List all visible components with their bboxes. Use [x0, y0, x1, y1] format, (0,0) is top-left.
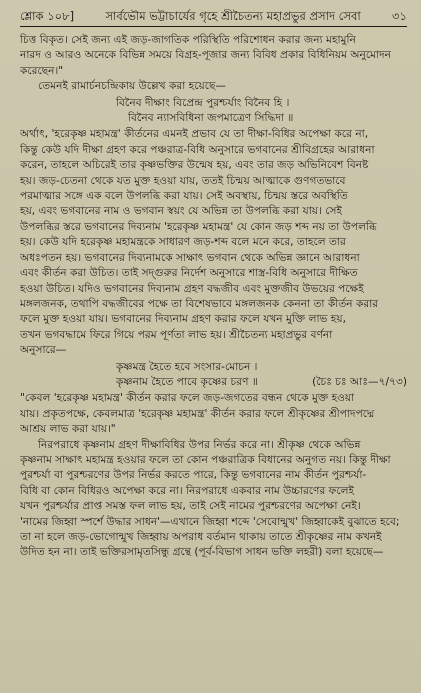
sanskrit-verse-1	[20, 96, 407, 127]
text-line: তেমনই রামার্চনচন্দ্রিকায় উল্লেখ করা হয়েছে—	[38, 80, 227, 93]
text-line: করেন, তাহলে অচিরেই তার কৃষ্ণভক্তির উন্মেষ হয়, এবং তার জড় অভিনিবেশ বিনষ্ট	[20, 159, 369, 172]
text-line: উপলব্ধির স্তরে ভগবানের দিব্যনাম 'হরেকৃষ্ণ মহামন্ত্র' যে কোন জড় শব্দ নয় তা উপলব্ধি	[20, 220, 377, 233]
text-line: কৃষ্ণনাম সাক্ষাৎ মহামন্ত্র হওয়ার ফলে তা কোন পঞ্চরাত্রিক বিধানের অনুগত নয়। কিন্তু দীক্ষা	[20, 453, 391, 466]
text-line: হওয়া উচিত। যদিও ভগবানের দিব্যনাম গ্রহণ বদ্ধজীব এবং মুক্তজীব উভয়ের পক্ষেই	[20, 282, 364, 295]
page-header	[20, 8, 407, 27]
chapter-title: সার্বভৌম ভট্টাচার্যের গৃহে শ্রীচৈতন্য মহাপ্রভুর প্রসাদ সেবা	[105, 9, 361, 23]
verse-reference: (চৈঃ চঃ আঃ—৭/৭৩)	[312, 375, 407, 388]
text-line: উদিত হন না। তাই ভক্তিরসামৃতসিন্ধু গ্রন্থে (পূর্ব-বিভাগ সাধন ভক্তি লহরী) বলা হয়েছে—	[20, 546, 384, 559]
text-line: হয়, এবং ভগবানের নাম ও ভগবান স্বয়ং যে অভিন্ন তা উপলব্ধি করা যায়। সেই	[20, 205, 342, 218]
verse-marker: শ্লোক ১০৮]	[20, 9, 75, 23]
page-number: ৩১	[392, 9, 407, 23]
text-line: তা না হলে জড়-ভোগোন্মুখ জিহ্বায় অপরাধ বর্তমান থাকায় তাতে শ্রীকৃষ্ণের নাম কখনই	[20, 531, 382, 543]
verse-line: বিনৈব ন্যাসবিধিনা জপমাত্রেণ সিদ্ধিদা ॥	[128, 112, 294, 125]
text-line: তখন ভগবদ্ধামে ফিরে গিয়ে পরম পূর্ণতা লাভ হয়। শ্রীচৈতন্য মহাপ্রভুর বর্ণনা	[20, 328, 333, 341]
paragraph-3	[20, 127, 407, 358]
text-line: যখন পুরশ্চর্যার প্রাপ্ত সমস্ত ফল লাভ হয়, তাই সেই নামের পুরশ্চরণের অপেক্ষা নেই।	[20, 500, 361, 513]
text-line: নারদ ও আরও অনেকে বিভিন্ন সময়ে বিগ্রহ-পূজার জন্য বিবিধ প্রকার বিধিনিয়ম অনুমোদন	[20, 49, 391, 62]
text-line: করেছেন।"	[20, 64, 64, 77]
text-line: পুরশ্চর্যা বা পুরশ্চরণের উপর নির্ভর করতে পারে, কিন্তু ভগবানের নাম কীর্তন পুরশ্চর্যা-	[20, 469, 367, 482]
text-line: অনুসারে—	[20, 344, 67, 357]
bengali-verse-2	[20, 360, 407, 391]
verse-line: বিনৈব দীক্ষাং বিপ্রেন্দ্র পুরশ্চর্যাং বিনৈব হি ।	[116, 96, 290, 109]
text-line: বিধি বা কোন বিধিরও অপেক্ষা করে না। নিরপরাধে একবার নাম উচ্চারণের ফলেই	[20, 484, 355, 497]
paragraph-2	[20, 79, 407, 94]
text-line: 'নামের জিহ্বা স্পর্শে উদ্ধার সাধন'—এখানে জিহ্বা শব্দে 'সেবোন্মুখ' জিহ্বাকেই বুঝাতে হবে;	[20, 515, 400, 528]
verse-line: কৃষ্ণমন্ত্র হৈতে হবে সংসার-মোচন ।	[116, 360, 258, 373]
text-line: আশ্রয় লাভ করা যায়।"	[20, 423, 116, 436]
text-line: হয়। কেউ যদি হরেকৃষ্ণ মহামন্ত্রকে সাধারণ জড়-শব্দ বলে মনে করে, তাহলে তার	[20, 236, 346, 249]
paragraph-5	[20, 438, 407, 561]
text-line: অধঃপতন হয়। ভগবানের দিব্যনামকে সাক্ষাৎ ভগবান থেকে অভিন্ন জ্ঞানে আরাধনা	[20, 251, 360, 264]
text-line: এবং কীর্তন করা উচিত। তাই সদ্গুরুর নির্দেশ অনুসারে শাস্ত্র-বিধি অনুসারে দীক্ষিত	[20, 267, 358, 280]
paragraph-4	[20, 391, 407, 437]
paragraph-1	[20, 33, 407, 79]
text-line: হয়। জড়-চেতনা থেকে যত মুক্ত হওয়া যায়, ততই চিন্ময় আত্মাকে গুণগতভাবে	[20, 174, 346, 187]
text-line: পরমাত্মার সঙ্গে এক বলে উপলব্ধি করা যায়। সেই অবস্থায়, চিন্ময় স্তরে অবস্থিতি	[20, 190, 348, 203]
verse-line	[20, 375, 407, 390]
text-line: অর্থাৎ, 'হরেকৃষ্ণ মহামন্ত্র' কীর্তনের এমনই প্রভাব যে তা দীক্ষা-বিধির অপেক্ষা করে না,	[20, 128, 369, 141]
text-line: "কেবল 'হরেকৃষ্ণ মহামন্ত্র' কীর্তন করার ফলে জড়-জগতের বন্ধন থেকে মুক্ত হওয়া	[20, 392, 355, 405]
text-line: মঙ্গলজনক, তথাপি বদ্ধজীবের পক্ষে তা বিশেষভাবে মঙ্গলজনক কেননা তা কীর্তন করার	[20, 297, 379, 310]
text-line: চিত্ত বিকৃত। সেই জন্য এই জড়-জাগতিক পরিস্থিতি পরিশোধন করার জন্য মহামুনি	[20, 34, 356, 46]
text-line: যায়। প্রকৃতপক্ষে, কেবলমাত্র 'হরেকৃষ্ণ মহামন্ত্র' কীর্তন করার ফলে শ্রীকৃষ্ণের শ্রীপাদপদ্মে	[20, 407, 375, 420]
text-line: ফলে মুক্ত হওয়া যায়। ভগবানের দিব্যনাম গ্রহণ করার ফলে যখন মুক্তি লাভ হয়,	[20, 313, 346, 326]
text-line: নিরপরাধে কৃষ্ণনাম গ্রহণ দীক্ষাবিধির উপর নির্ভর করে না। শ্রীকৃষ্ণ থেকে অভিন্ন	[38, 438, 361, 451]
verse-line-text: কৃষ্ণনাম হৈতে পাবে কৃষ্ণের চরণ ॥	[116, 375, 258, 388]
text-line: কিন্তু কেউ যদি দীক্ষা গ্রহণ করে পঞ্চরাত্র-বিধি অনুসারে ভগবানের শ্রীবিগ্রহের আরাধনা	[20, 143, 375, 156]
